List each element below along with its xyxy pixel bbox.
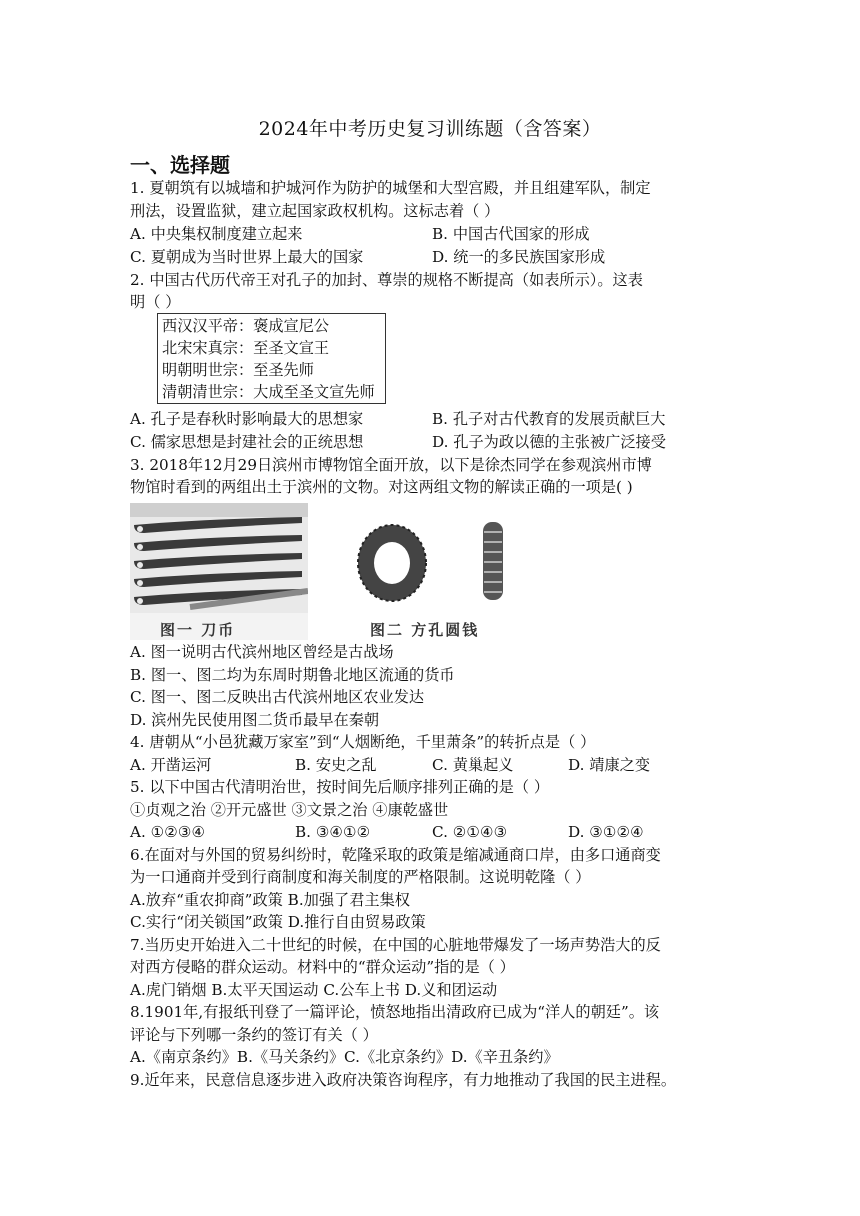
q2-table: [157, 313, 386, 404]
q2-option-a: A. 孔子是春秋时影响最大的思想家: [130, 410, 364, 428]
q4-option-d: D. 靖康之变: [568, 756, 651, 774]
q6-stem-line2: 为一口通商并受到行商制度和海关制度的严格限制。这说明乾隆（ ）: [130, 868, 591, 886]
q1-option-b: B. 中国古代国家的形成: [432, 225, 590, 243]
q6-options-ab: A.放弃“重农抑商”政策 B.加强了君主集权: [130, 891, 410, 909]
q3-option-b: B. 图一、图二均为东周时期鲁北地区流通的货币: [130, 666, 455, 684]
fig1-caption: 图一 刀币: [160, 621, 236, 639]
q4-option-b: B. 安史之乱: [295, 756, 377, 774]
q2-option-b: B. 孔子对古代教育的发展贡献巨大: [432, 410, 666, 428]
page-title: 2024年中考历史复习训练题（含答案）: [258, 118, 602, 140]
q3-stem-line2: 物馆时看到的两组出土于滨州的文物。对这两组文物的解读正确的一项是( ): [130, 478, 633, 496]
q1-stem-line2: 刑法，设置监狱，建立起国家政权机构。这标志着（ ）: [130, 202, 500, 220]
q4-option-c: C. 黄巢起义: [432, 756, 514, 774]
q3-option-a: A. 图一说明古代滨州地区曾经是古战场: [130, 643, 394, 661]
section-heading: 一、选择题: [130, 153, 230, 177]
q1-option-d: D. 统一的多民族国家形成: [432, 248, 606, 266]
q2-option-c: C. 儒家思想是封建社会的正统思想: [130, 433, 364, 451]
q8-stem-line2: 评论与下列哪一条约的签订有关（ ）: [130, 1026, 378, 1044]
q7-stem-line1: 7.当历史开始进入二十世纪的时候，在中国的心脏地带爆发了一场声势浩大的反: [130, 936, 661, 954]
q2-stem-line2: 明（ ）: [130, 293, 181, 311]
q6-stem-line1: 6.在面对与外国的贸易纠纷时，乾隆采取的政策是缩减通商口岸，由多口通商变: [130, 846, 661, 864]
q5-option-c: C. ②①④③: [432, 823, 508, 841]
q1-option-c: C. 夏朝成为当时世界上最大的国家: [130, 248, 364, 266]
q1-stem-line1: 1. 夏朝筑有以城墙和护城河作为防护的城堡和大型宫殿，并且组建军队，制定: [130, 179, 651, 197]
q6-options-cd: C.实行“闭关锁国”政策 D.推行自由贸易政策: [130, 913, 426, 931]
q9-stem-line1: 9.近年来，民意信息逐步进入政府决策咨询程序，有力地推动了我国的民主进程。: [130, 1071, 677, 1089]
q1-option-a: A. 中央集权制度建立起来: [130, 225, 303, 243]
q5-stem: 5. 以下中国古代清明治世，按时间先后顺序排列正确的是（ ）: [130, 778, 550, 796]
q3-stem-line1: 3. 2018年12月29日滨州市博物馆全面开放，以下是徐杰同学在参观滨州市博: [130, 456, 652, 474]
q2-table-row: 明朝明世宗：至圣先师: [162, 361, 314, 379]
q3-option-c: C. 图一、图二反映出古代滨州地区农业发达: [130, 688, 425, 706]
q5-option-b: B. ③④①②: [295, 823, 371, 841]
q5-option-d: D. ③①②④: [568, 823, 644, 841]
q7-stem-line2: 对西方侵略的群众运动。材料中的“群众运动”指的是（ ）: [130, 958, 515, 976]
q2-table-row: 西汉汉平帝：褒成宣尼公: [162, 317, 330, 335]
q2-table-row: 清朝清世宗：大成至圣文宣先师: [162, 383, 375, 401]
q5-items: ①贞观之治 ②开元盛世 ③文景之治 ④康乾盛世: [130, 801, 449, 819]
q4-stem: 4. 唐朝从“小邑犹藏万家室”到“人烟断绝，千里萧条”的转折点是（ ）: [130, 733, 596, 751]
q2-option-d: D. 孔子为政以德的主张被广泛接受: [432, 433, 666, 451]
q4-option-a: A. 开凿运河: [130, 756, 212, 774]
q8-stem-line1: 8.1901年,有报纸刊登了一篇评论，愤怒地指出清政府已成为“洋人的朝廷”。该: [130, 1003, 660, 1021]
q3-option-d: D. 滨州先民使用图二货币最早在秦朝: [130, 711, 380, 729]
q7-options: A.虎门销烟 B.太平天国运动 C.公车上书 D.义和团运动: [130, 981, 498, 999]
q2-stem-line1: 2. 中国古代历代帝王对孔子的加封、尊崇的规格不断提高（如表所示）。这表: [130, 271, 643, 289]
q2-table-row: 北宋宋真宗：至圣文宣王: [162, 339, 330, 357]
q5-option-a: A. ①②③④: [130, 823, 206, 841]
q8-options: A.《南京条约》B.《马关条约》C.《北京条约》D.《辛丑条约》: [130, 1048, 559, 1066]
fig2-caption: 图二 方孔圆钱: [370, 621, 480, 639]
